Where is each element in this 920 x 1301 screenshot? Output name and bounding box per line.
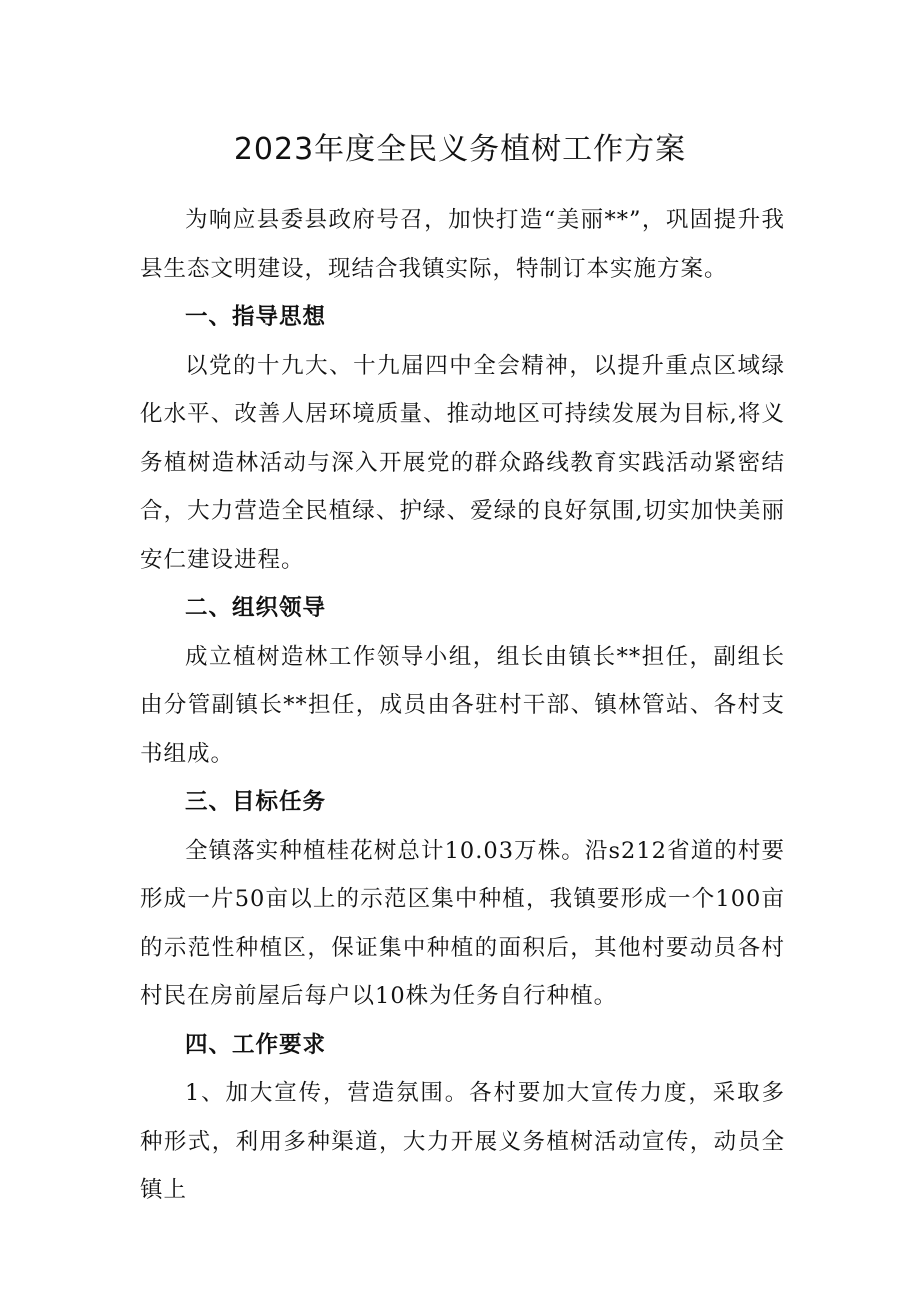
- section-heading-organization: 二、组织领导: [185, 595, 327, 621]
- document-body: [140, 196, 785, 1215]
- section-paragraph-organization: 成立植树造林工作领导小组，组长由镇长**担任，副组长由分管副镇长**担任，成员由各驻村干部、镇林管站、各村支书组成。: [140, 643, 785, 767]
- section-paragraph-guiding-ideology: 以党的十九大、十九届四中全会精神，以提升重点区域绿化水平、改善人居环境质量、推动地区可持续发展为目标,将义务植树造林活动与深入开展党的群众路线教育实践活动紧密结合，大力营造全民植绿、护绿、爱绿的良好氛围,切实加快美丽安仁建设进程。: [140, 352, 785, 573]
- intro-paragraph: 为响应县委县政府号召，加快打造“美丽**”，巩固提升我县生态文明建设，现结合我镇实际，特制订本实施方案。: [140, 207, 785, 282]
- section-paragraph-requirements: 1、加大宣传，营造氛围。各村要加大宣传力度，采取多种形式，利用多种渠道，大力开展义务植树活动宣传，动员全镇上: [140, 1080, 785, 1203]
- section-paragraph-targets: 全镇落实种植桂花树总计10.03万株。沿s212省道的村要形成一片50亩以上的示范区集中种植，我镇要形成一个100亩的示范性种植区，保证集中种植的面积后，其他村要动员各村村民在房前屋后每户以10株为任务自行种植。: [140, 837, 785, 1009]
- section-heading-targets: 三、目标任务: [185, 789, 327, 815]
- section-heading-guiding-ideology: 一、指导思想: [185, 304, 327, 330]
- section-heading-requirements: 四、工作要求: [185, 1031, 327, 1058]
- document-title: 2023年度全民义务植树工作方案: [233, 132, 687, 167]
